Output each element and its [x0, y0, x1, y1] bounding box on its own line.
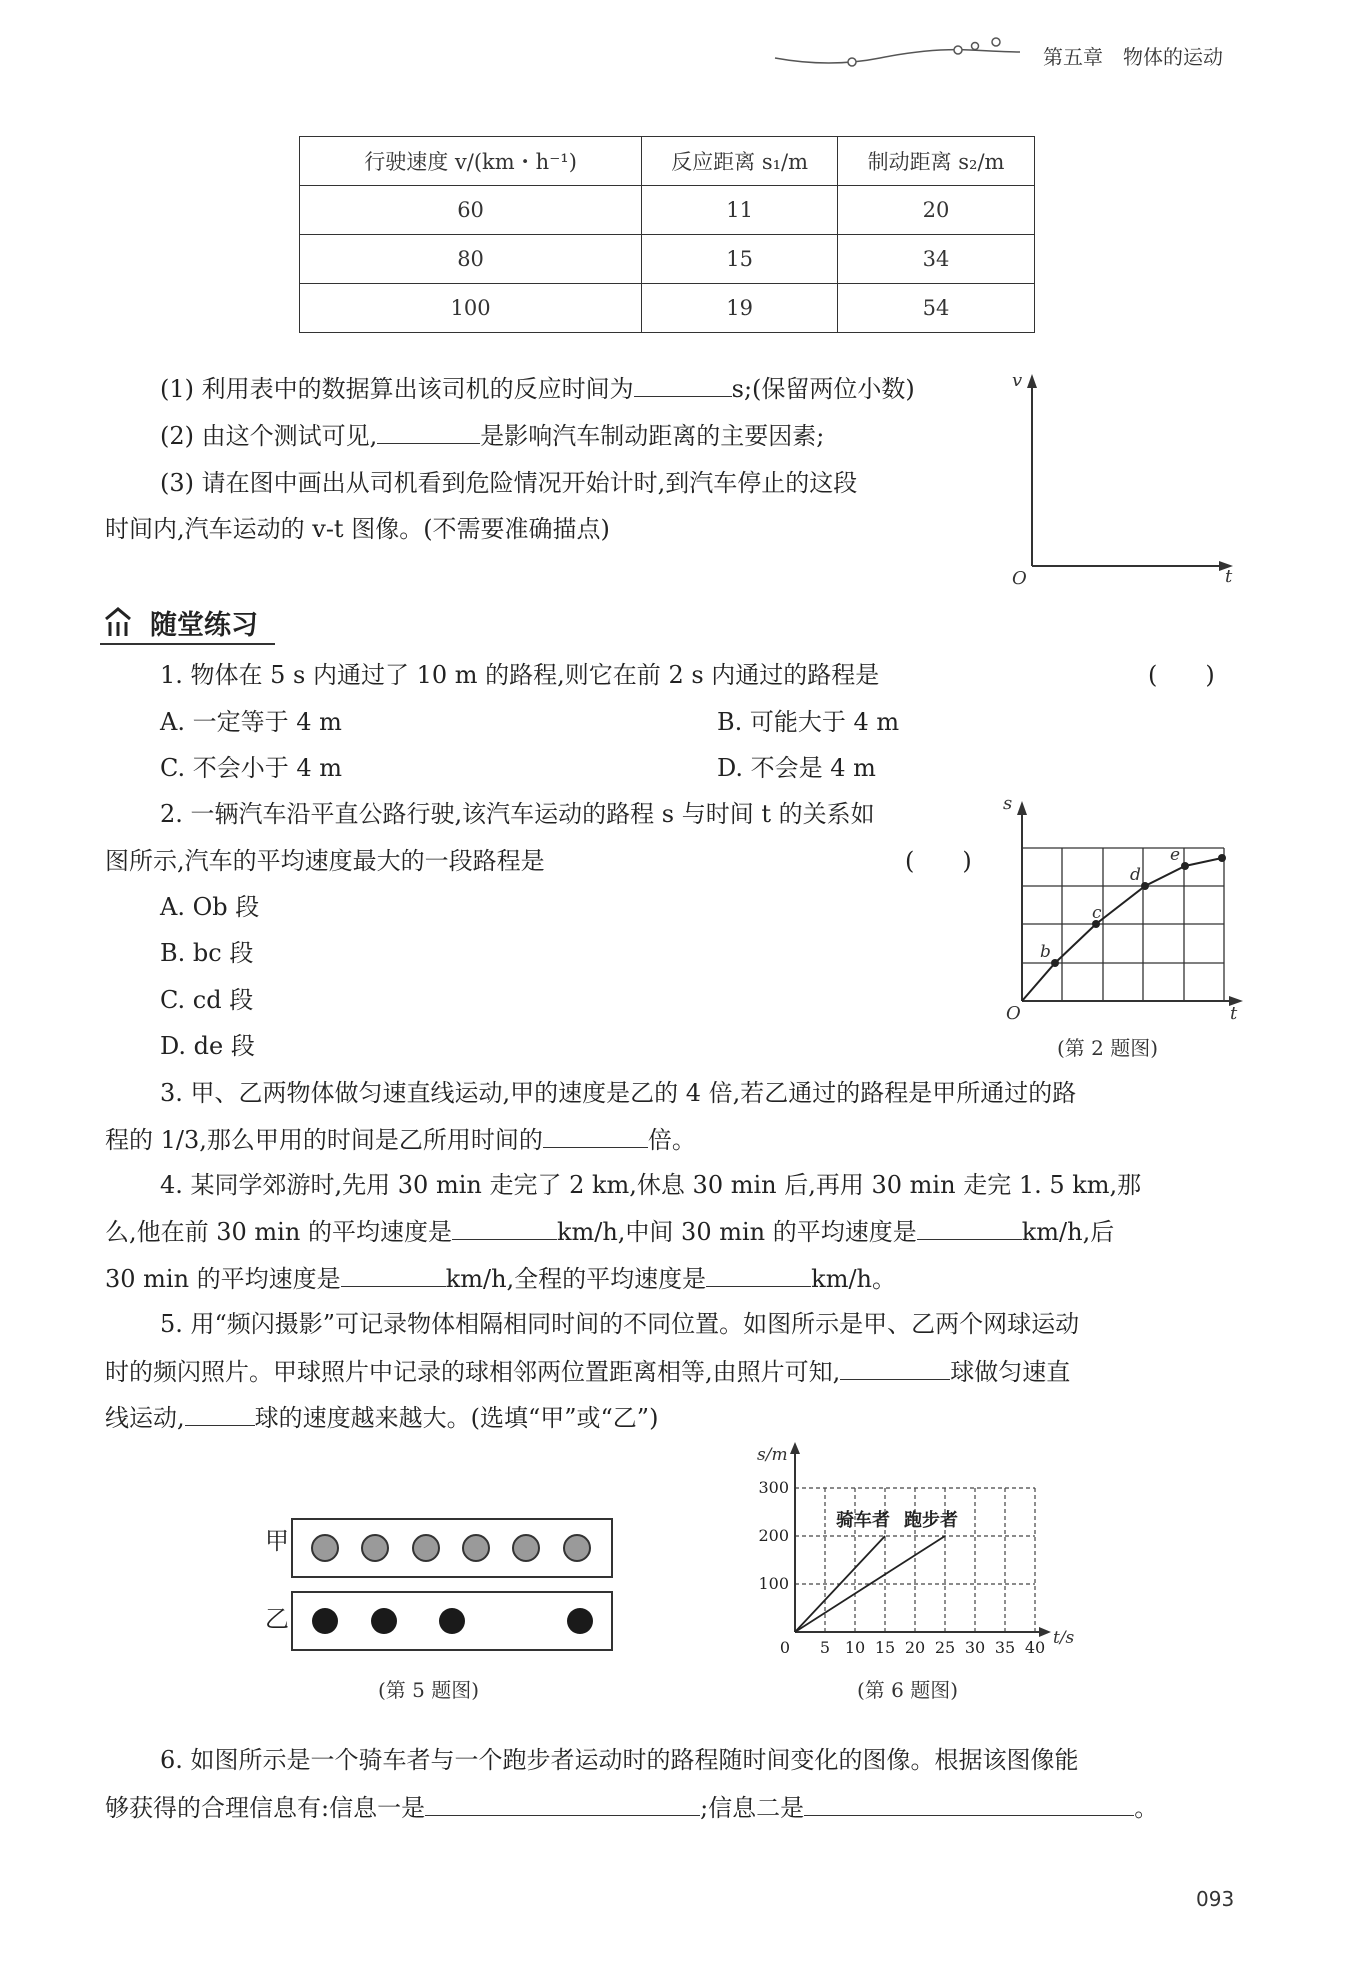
q2-st-graph: [1000, 795, 1250, 1025]
q-intro-p1-tail: s;(保留两位小数): [731, 375, 915, 403]
table-header-row: [300, 137, 1035, 186]
table-cell: 34: [838, 235, 1035, 284]
table-cell: 80: [300, 235, 642, 284]
table-row: [300, 186, 1035, 235]
chapter-title: 第五章 物体的运动: [1043, 45, 1223, 69]
table-cell: 100: [300, 284, 642, 333]
table-header-cell: 行驶速度 v/(km・h⁻¹): [300, 137, 642, 186]
x-axis-arrow: [1039, 1627, 1051, 1637]
q5-line1: 5. 用“频闪摄影”可记录物体相隔相同时间的不同位置。如图所示是甲、乙两个网球运动: [160, 1310, 1080, 1338]
q-intro-part3-line1: (3) 请在图中画出从司机看到危险情况开始计时,到汽车停止的这段: [160, 469, 858, 497]
y-axis-title: s/m: [757, 1445, 788, 1465]
q2-figure-caption: (第 2 题图): [1057, 1036, 1159, 1060]
q2-option-d[interactable]: D. de 段: [160, 1032, 255, 1060]
label-jia: 甲: [265, 1527, 289, 1555]
q5-line2: [105, 1355, 1070, 1388]
q2-stem-line1: 2. 一辆汽车沿平直公路行驶,该汽车运动的路程 s 与时间 t 的关系如: [160, 800, 875, 828]
q4-line2: [105, 1215, 1114, 1248]
v-axis-label: v: [1012, 370, 1023, 391]
answer-blank[interactable]: [341, 1262, 446, 1287]
q1-option-a[interactable]: A. 一定等于 4 m: [160, 708, 342, 736]
chart-ticks: [758, 1478, 1045, 1657]
q5-strobe-figure: [255, 1505, 625, 1655]
chart-series-labels: [836, 1509, 958, 1531]
q2-option-b[interactable]: B. bc 段: [160, 939, 254, 967]
x-tick-label: 5: [819, 1638, 831, 1657]
series-label: 骑车者: [836, 1510, 890, 1531]
page-number: 093: [1196, 1887, 1235, 1911]
q-intro-part3-line2: 时间内,汽车运动的 v-t 图像。(不需要准确描点): [105, 515, 610, 543]
house-icon: [103, 606, 133, 638]
x-tick-label: 35: [994, 1638, 1016, 1657]
answer-blank[interactable]: [804, 1791, 1134, 1816]
q5-figure-caption: (第 5 题图): [378, 1678, 480, 1702]
q4-line2-text: 么,他在前 30 min 的平均速度是: [105, 1218, 452, 1246]
q-intro-part2: [160, 419, 824, 452]
q6-line2: [105, 1791, 1158, 1824]
t-axis-label: t: [1225, 566, 1233, 587]
q1-option-d[interactable]: D. 不会是 4 m: [717, 754, 876, 782]
q6-line2-tail: 。: [1134, 1794, 1159, 1822]
q3-line2: [105, 1123, 696, 1156]
x-tick-label: 25: [934, 1638, 956, 1657]
q6-line1: 6. 如图所示是一个骑车者与一个跑步者运动时的路程随时间变化的图像。根据该图像能: [160, 1746, 1079, 1774]
data-table: [299, 136, 1035, 333]
origin-label: O: [1012, 568, 1027, 589]
x-tick-label: 40: [1024, 1638, 1046, 1657]
q6-line2-mid: ;信息二是: [700, 1794, 805, 1822]
s-axis-label: s: [1003, 795, 1013, 814]
series-label: 跑步者: [904, 1510, 958, 1531]
answer-blank[interactable]: [543, 1123, 648, 1148]
answer-blank[interactable]: [840, 1355, 950, 1380]
origin-label: O: [1006, 1003, 1021, 1024]
x-tick-label: 15: [874, 1638, 896, 1657]
answer-blank[interactable]: [377, 419, 480, 444]
q4-line3: [105, 1262, 896, 1295]
q5-line3: [105, 1401, 658, 1434]
point-d-label: d: [1130, 865, 1141, 885]
q5-line2-tail: 球做匀速直: [950, 1358, 1071, 1386]
q1-answer-paren[interactable]: ( ): [1148, 661, 1215, 689]
table-cell: 11: [642, 186, 838, 235]
label-yi: 乙: [265, 1605, 289, 1633]
q2-answer-paren[interactable]: ( ): [905, 847, 972, 875]
q3-line2-text: 程的 1/3,那么甲用的时间是乙所用时间的: [105, 1126, 543, 1154]
q1-option-b[interactable]: B. 可能大于 4 m: [717, 708, 900, 736]
q4-line2-tail: km/h,后: [1021, 1218, 1115, 1246]
table-cell: 15: [642, 235, 838, 284]
q1-stem: 1. 物体在 5 s 内通过了 10 m 的路程,则它在前 2 s 内通过的路程是: [160, 661, 880, 689]
x-tick-label: 10: [844, 1638, 866, 1657]
q-intro-p1-text: (1) 利用表中的数据算出该司机的反应时间为: [160, 375, 634, 403]
q5-line2-text: 时的频闪照片。甲球照片中记录的球相邻两位置距离相等,由照片可知,: [105, 1358, 841, 1386]
q4-line3-tail: km/h。: [811, 1265, 897, 1293]
table-cell: 20: [838, 186, 1035, 235]
q2-option-c[interactable]: C. cd 段: [160, 986, 254, 1014]
table-cell: 54: [838, 284, 1035, 333]
q6-line2-text: 够获得的合理信息有:信息一是: [105, 1794, 426, 1822]
y-tick-label: 100: [758, 1574, 789, 1593]
q3-line2-tail: 倍。: [647, 1126, 696, 1154]
answer-blank[interactable]: [706, 1262, 811, 1287]
table-row: [300, 235, 1035, 284]
q2-option-a[interactable]: A. Ob 段: [160, 893, 260, 921]
q5-line3-text: 线运动,: [105, 1404, 185, 1432]
q4-line3-text: 30 min 的平均速度是: [105, 1265, 341, 1293]
q6-figure-caption: (第 6 题图): [857, 1678, 959, 1702]
point-c-label: c: [1092, 903, 1102, 923]
answer-blank[interactable]: [185, 1401, 255, 1426]
q5-line3-tail: 球的速度越来越大。(选填“甲”或“乙”): [254, 1404, 659, 1432]
y-axis-arrow: [790, 1442, 800, 1454]
q4-line1: 4. 某同学郊游时,先用 30 min 走完了 2 km,休息 30 min 后,再用 30 min 走完 1. 5 km,那: [160, 1171, 1142, 1199]
x-tick-label: 0: [779, 1638, 791, 1657]
y-tick-label: 300: [758, 1478, 789, 1497]
q1-option-c[interactable]: C. 不会小于 4 m: [160, 754, 343, 782]
answer-blank[interactable]: [634, 372, 732, 397]
q6-line-chart: [745, 1440, 1085, 1670]
point-e-label: e: [1170, 845, 1181, 865]
answer-blank[interactable]: [425, 1791, 700, 1816]
q4-line2-mid: km/h,中间 30 min 的平均速度是: [556, 1218, 917, 1246]
q-intro-part1: [160, 372, 915, 405]
vt-axes-figure: [1000, 370, 1250, 590]
table-header-cell: 制动距离 s₂/m: [838, 137, 1035, 186]
q2-stem-line2: 图所示,汽车的平均速度最大的一段路程是: [105, 847, 545, 875]
header-decoration: [770, 30, 1030, 70]
section-underline: [100, 643, 275, 645]
x-tick-label: 20: [904, 1638, 926, 1657]
answer-blank[interactable]: [917, 1215, 1022, 1240]
y-tick-label: 200: [758, 1526, 789, 1545]
q3-line1: 3. 甲、乙两物体做匀速直线运动,甲的速度是乙的 4 倍,若乙通过的路程是甲所通过的路: [160, 1079, 1077, 1107]
table-cell: 60: [300, 186, 642, 235]
answer-blank[interactable]: [452, 1215, 557, 1240]
t-axis-label: t: [1230, 1003, 1238, 1024]
table-cell: 19: [642, 284, 838, 333]
q-intro-p2-text: (2) 由这个测试可见,: [160, 422, 378, 450]
x-axis-title: t/s: [1053, 1628, 1075, 1648]
section-title: 随堂练习: [150, 610, 258, 641]
x-tick-label: 30: [964, 1638, 986, 1657]
table-header-cell: 反应距离 s₁/m: [642, 137, 838, 186]
q-intro-p2-tail: 是影响汽车制动距离的主要因素;: [480, 422, 825, 450]
point-b-label: b: [1040, 942, 1051, 962]
q4-line3-mid: km/h,全程的平均速度是: [445, 1265, 707, 1293]
table-row: [300, 284, 1035, 333]
